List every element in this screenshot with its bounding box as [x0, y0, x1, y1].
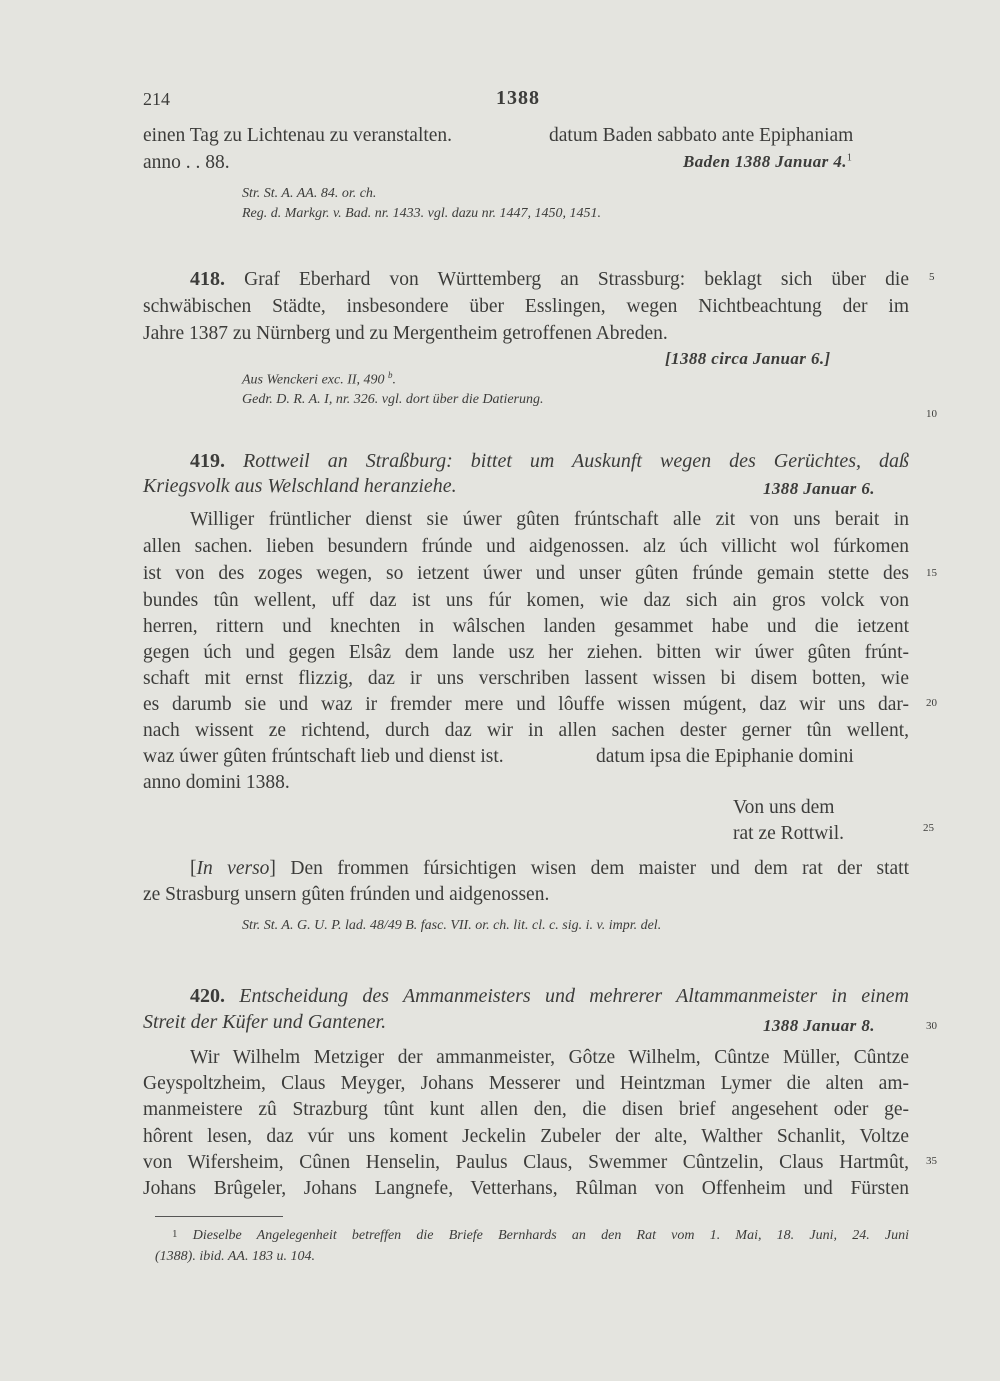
body-line: bundes tûn wellent, uff daz ist uns fúr komen, wie daz sich ain gros volck von: [143, 590, 909, 611]
entry-418-line-3: Jahre 1387 zu Nürnberg und zu Mergentheim getroffenen Abreden.: [143, 323, 668, 344]
body-line: es darumb sie und waz ir fremder mere und lôuffe wissen múgent, daz wir uns dar-: [143, 694, 909, 715]
text: Graf Eberhard von Württemberg an Strassburg: beklagt sich über die: [244, 269, 910, 290]
footnote-number: 1: [172, 1228, 178, 1240]
continuation-line-1-left: einen Tag zu Lichtenau zu veranstalten.: [143, 125, 453, 146]
entry-number: 420.: [190, 985, 225, 1007]
entry-419-title-1: [190, 450, 909, 473]
signature-line-1: Von uns dem: [733, 797, 835, 818]
date-text: Baden 1388 Januar 4.: [683, 152, 847, 171]
body-line: allen sachen. lieben besundern frúnde und aidgenossen. alz úch villicht wol fúrkomen: [143, 536, 909, 557]
entry-420-title-1: [190, 985, 909, 1008]
entry-number: 418.: [190, 268, 225, 290]
source-note: Str. St. A. G. U. P. lad. 48/49 B. fasc. VII. or. ch. lit. cl. c. sig. i. v. impr. del.: [242, 918, 662, 933]
body-line: manmeistere zû Strazburg tûnt kunt allen den, die disen brief angesehent oder ge-: [143, 1099, 909, 1120]
sup: b: [388, 370, 393, 380]
entry-number: 419.: [190, 450, 225, 472]
line-number: 5: [929, 271, 935, 283]
body-line: Wir Wilhelm Metziger der ammanmeister, Gôtze Wilhelm, Cûntze Müller, Cûntze: [190, 1047, 909, 1068]
body-line: nach wissent ze richtend, durch daz wir in allen sachen dester gerner tûn wellent,: [143, 720, 909, 741]
entry-420-date: 1388 Januar 8.: [763, 1016, 875, 1035]
line-number: 15: [926, 567, 937, 579]
entry-419-title-2: Kriegsvolk aus Welschland heranziehe.: [143, 475, 457, 497]
entry-418-date: [1388 circa Januar 6.]: [665, 349, 831, 368]
running-head-year: 1388: [496, 87, 540, 109]
text: Den frommen fúrsichtigen wisen dem maister und dem rat der statt: [290, 858, 910, 879]
entry-419-date: 1388 Januar 6.: [763, 479, 875, 498]
line-number: 20: [926, 697, 937, 709]
body-line: von Wifersheim, Cûnen Henselin, Paulus Claus, Swemmer Cûntzelin, Claus Hartmût,: [143, 1152, 909, 1173]
body-line: hôrent lesen, daz vúr uns koment Jeckelin Zubeler der alte, Walther Schanlit, Voltze: [143, 1126, 909, 1147]
verso-line-2: ze Strasburg unsern gûten frúnden und aidgenossen.: [143, 884, 550, 905]
title: Rottweil an Straßburg: bittet um Auskunft wegen des Gerüchtes, daß: [243, 450, 910, 472]
footnote-text: Dieselbe Angelegenheit betreffen die Briefe Bernhards an den Rat vom 1. Mai, 18. Juni, 24. Juni: [192, 1228, 910, 1243]
line-number: 25: [923, 822, 934, 834]
entry-418-line-1: [190, 268, 909, 291]
source-note: Reg. d. Markgr. v. Bad. nr. 1433. vgl. dazu nr. 1447, 1450, 1451.: [242, 206, 602, 221]
source-note: Str. St. A. AA. 84. or. ch.: [242, 186, 377, 201]
text: .: [392, 372, 397, 388]
continuation-line-2: anno . . 88.: [143, 152, 230, 173]
footnote-rule: [155, 1216, 283, 1217]
entry-420-title-2: Streit der Küfer und Gantener.: [143, 1011, 387, 1033]
source-note: [242, 370, 396, 389]
footnote-line-2: (1388). ibid. AA. 183 u. 104.: [155, 1249, 315, 1264]
footnote-line-1: [172, 1228, 909, 1244]
body-line: datum ipsa die Epiphanie domini: [596, 746, 854, 767]
body-line: Johans Brûgeler, Johans Langnefe, Vetterhans, Rûlman von Offenheim und Fürsten: [143, 1178, 909, 1199]
signature-line-2: rat ze Rottwil.: [733, 823, 845, 844]
continuation-line-1-right: datum Baden sabbato ante Epiphaniam: [549, 125, 854, 146]
body-line: ist von des zoges wegen, so ietzent úwer und unser gûten frúnde gemain stette des: [143, 563, 909, 584]
body-line: waz úwer gûten frúntschaft lieb und dienst ist.: [143, 746, 504, 767]
title: Entscheidung des Ammanmeisters und mehrerer Altammanmeister in einem: [239, 985, 909, 1007]
body-line: schaft mit ernst flizzig, daz ir uns verschriben lassent wissen bi disem botten, wie: [143, 668, 909, 689]
source-note: Gedr. D. R. A. I, nr. 326. vgl. dort über die Datierung.: [242, 392, 544, 407]
body-line: Geyspoltzheim, Claus Meyger, Johans Messerer und Heintzman Lymer die alten am-: [143, 1073, 909, 1094]
body-line: Williger früntlicher dienst sie úwer gûten frúntschaft alle zit von uns berait in: [190, 509, 909, 530]
entry-418-line-2: schwäbischen Städte, insbesondere über Esslingen, wegen Nichtbeachtung der im: [143, 296, 909, 317]
body-line: gegen úch und gegen Elsâz dem lande usz her ziehen. bitten wir úwer gûten frúnt-: [143, 642, 909, 663]
line-number: 10: [926, 408, 937, 420]
body-line: herren, rittern und knechten in wâlschen landen gesammet habe und die ietzent: [143, 616, 909, 637]
entry-417-date: [683, 152, 852, 172]
page-number: 214: [143, 89, 170, 109]
line-number: 30: [926, 1020, 937, 1032]
verso-line-1: [In verso] Den frommen fúrsichtigen wisen dem maister und dem rat der statt: [190, 858, 910, 879]
line-number: 35: [926, 1155, 937, 1167]
body-line: anno domini 1388.: [143, 772, 290, 793]
text: Aus Wenckeri exc. II, 490: [242, 372, 385, 388]
verso-label: In verso: [196, 858, 270, 879]
footnote-ref: 1: [846, 152, 852, 164]
